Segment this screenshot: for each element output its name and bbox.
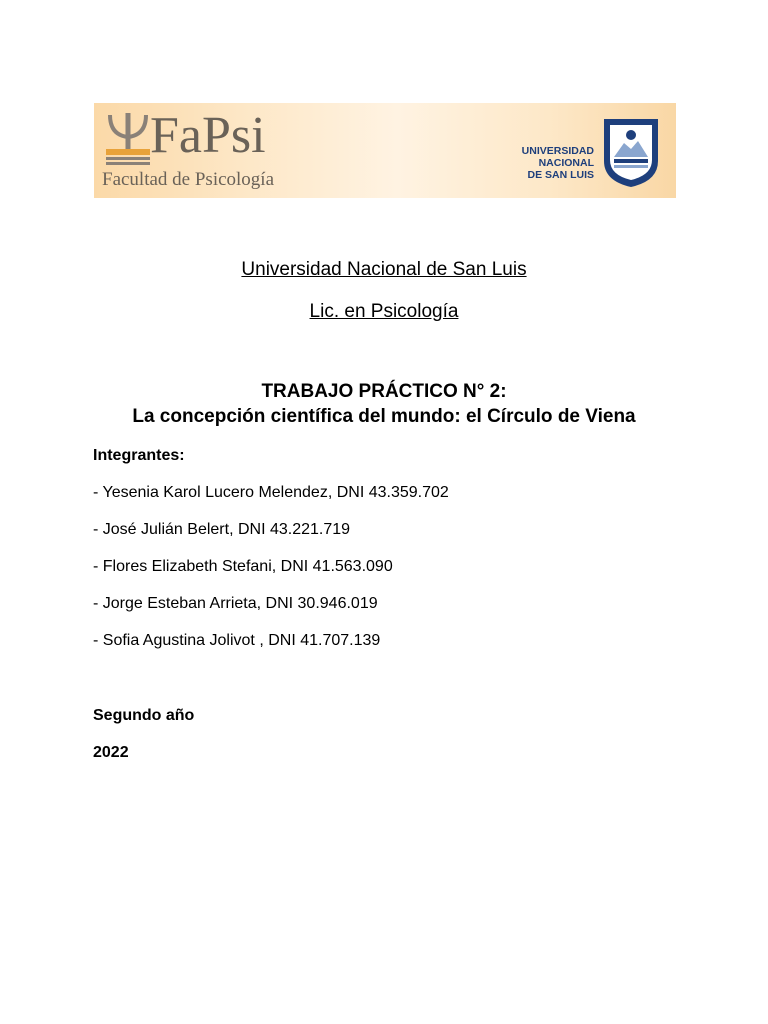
university-line: NACIONAL	[538, 157, 594, 169]
members-label: Integrantes:	[93, 447, 185, 464]
member-item: - Yesenia Karol Lucero Melendez, DNI 43.359.702	[93, 484, 449, 501]
member-item: - José Julián Belert, DNI 43.221.719	[93, 521, 351, 538]
logo-word: FaPsi	[150, 107, 266, 164]
work-subtitle: La concepción científica del mundo: el Círculo de Viena	[132, 406, 636, 427]
program-heading-text: Lic. en Psicología	[309, 301, 459, 322]
university-heading	[0, 258, 768, 282]
year-level: Segundo año	[93, 707, 195, 724]
work-title: TRABAJO PRÁCTICO N° 2:	[261, 381, 507, 402]
logo-subtitle: Facultad de Psicología	[102, 169, 275, 190]
member-item: - Jorge Esteban Arrieta, DNI 30.946.019	[93, 595, 378, 612]
program-heading	[0, 300, 768, 324]
psi-icon	[104, 109, 152, 167]
year: 2022	[93, 744, 129, 761]
university-line: UNIVERSIDAD	[521, 145, 594, 157]
member-item: - Flores Elizabeth Stefani, DNI 41.563.090	[93, 558, 393, 575]
university-heading-text: Universidad Nacional de San Luis	[241, 259, 527, 280]
member-item: - Sofia Agustina Jolivot , DNI 41.707.139	[93, 632, 381, 649]
fapsi-logo	[94, 103, 324, 198]
header-banner	[94, 103, 676, 198]
university-name-block	[474, 145, 594, 181]
university-line: DE SAN LUIS	[527, 169, 594, 181]
university-shield-icon	[600, 115, 662, 189]
